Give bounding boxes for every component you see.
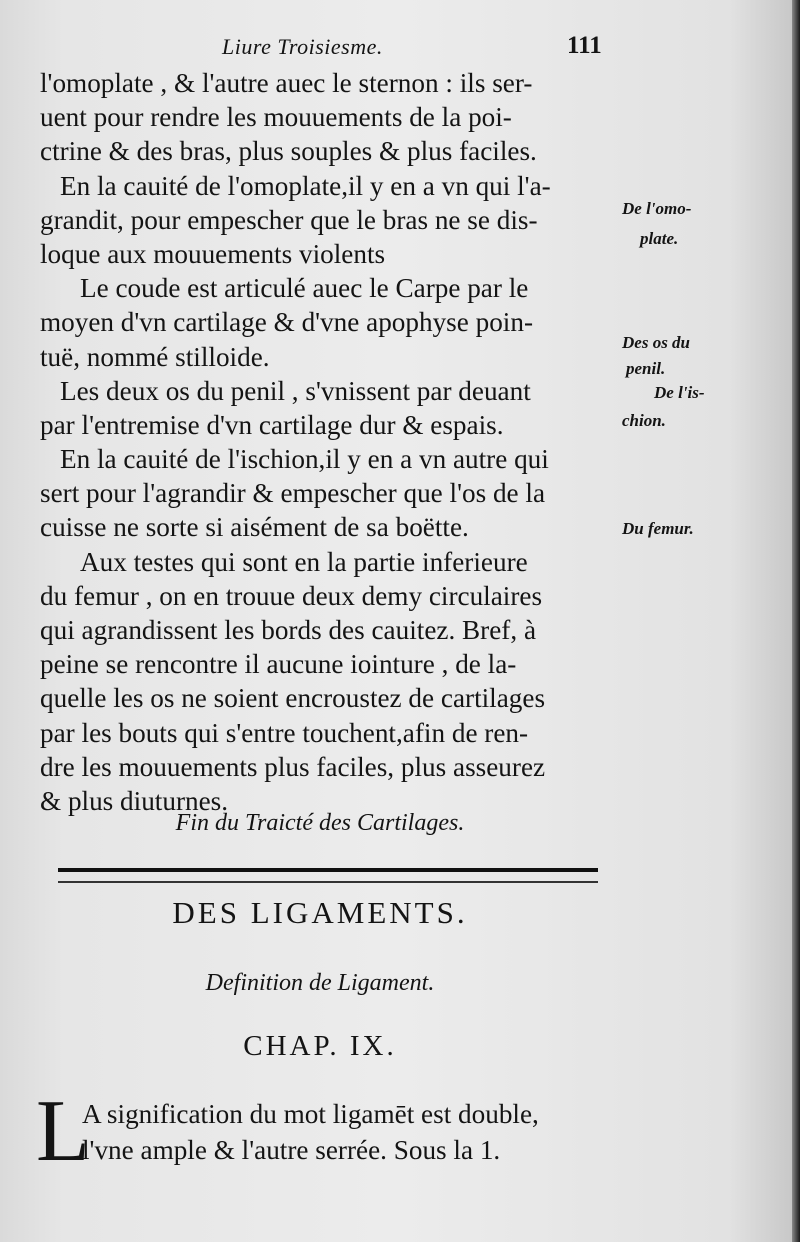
text-line: quelle les os ne soient encroustez de cartilages [40,683,546,714]
page-edge [792,0,800,1242]
text-line: A signification du mot ligamēt est double, [82,1099,539,1129]
text-line: par les bouts qui s'entre touchent,afin de ren- [40,717,529,748]
margin-note-femur: Du femur. [622,519,694,538]
text-line: dre les mouuements plus faciles, plus asseurez [40,751,546,782]
text-line: l'vne ample & l'autre serrée. Sous la 1. [82,1135,501,1165]
text-line: peine se rencontre il aucune iointure , de la- [40,649,517,680]
body-text [40,66,615,818]
ornamental-rule [58,868,598,883]
running-title: Liure Troisiesme. [222,34,383,59]
text-line: loque aux mouuements violents [40,238,386,269]
text-line: l'omoplate , & l'autre auec le sternon : ils ser- [40,68,533,98]
text-line: En la cauité de l'omoplate,il y en a vn qui l'a- [60,170,551,201]
drop-cap: L [36,1083,90,1180]
running-head [0,34,792,64]
text-line: ctrine & des bras, plus souples & plus faciles. [40,136,537,167]
chapter-title: CHAP. IX. [243,1030,397,1062]
margin-note-penil: penil. [626,359,666,378]
text-line: moyen d'vn cartilage & d'vne apophyse poin- [40,307,533,338]
definition-title: Definition de Ligament. [205,970,435,996]
text-line: qui agrandissent les bords des cauitez. Bref, à [40,615,537,645]
margin-note-penil: Des os du [622,333,691,352]
margin-note-omoplate: plate. [640,229,679,248]
text-line: & plus diuturnes. [40,785,229,816]
text-line: En la cauité de l'ischion,il y en a vn autre qui [60,444,549,475]
margin-note-omoplate: De l'omo- [622,199,692,218]
text-line: uent pour rendre les mouuements de la poi- [40,102,512,133]
text-line: grandit, pour empescher que le bras ne se dis- [40,204,538,235]
section-heading: DES LIGAMENTS. [172,895,468,930]
text-line: du femur , on en trouue deux demy circulaires [40,580,543,611]
treatise-end-line: Fin du Traicté des Cartilages. [175,810,465,836]
text-line: par l'entremise d'vn cartilage dur & espais. [40,409,504,440]
text-line: cuisse ne sorte si aisément de sa boëtte. [40,512,469,543]
margin-note-ischion: De l'is- [654,383,705,402]
text-line: Le coude est articulé auec le Carpe par le [80,273,529,304]
text-line: Aux testes qui sont en la partie inferieure [80,546,528,577]
chapter-text [82,1096,622,1168]
text-line: Les deux os du penil , s'vnissent par deuant [60,375,531,406]
text-line: sert pour l'agrandir & empescher que l'os de la [40,478,546,509]
text-line: tuë, nommé stilloide. [40,341,270,372]
margin-note-ischion: chion. [622,411,666,430]
page-number: 111 [567,32,602,59]
